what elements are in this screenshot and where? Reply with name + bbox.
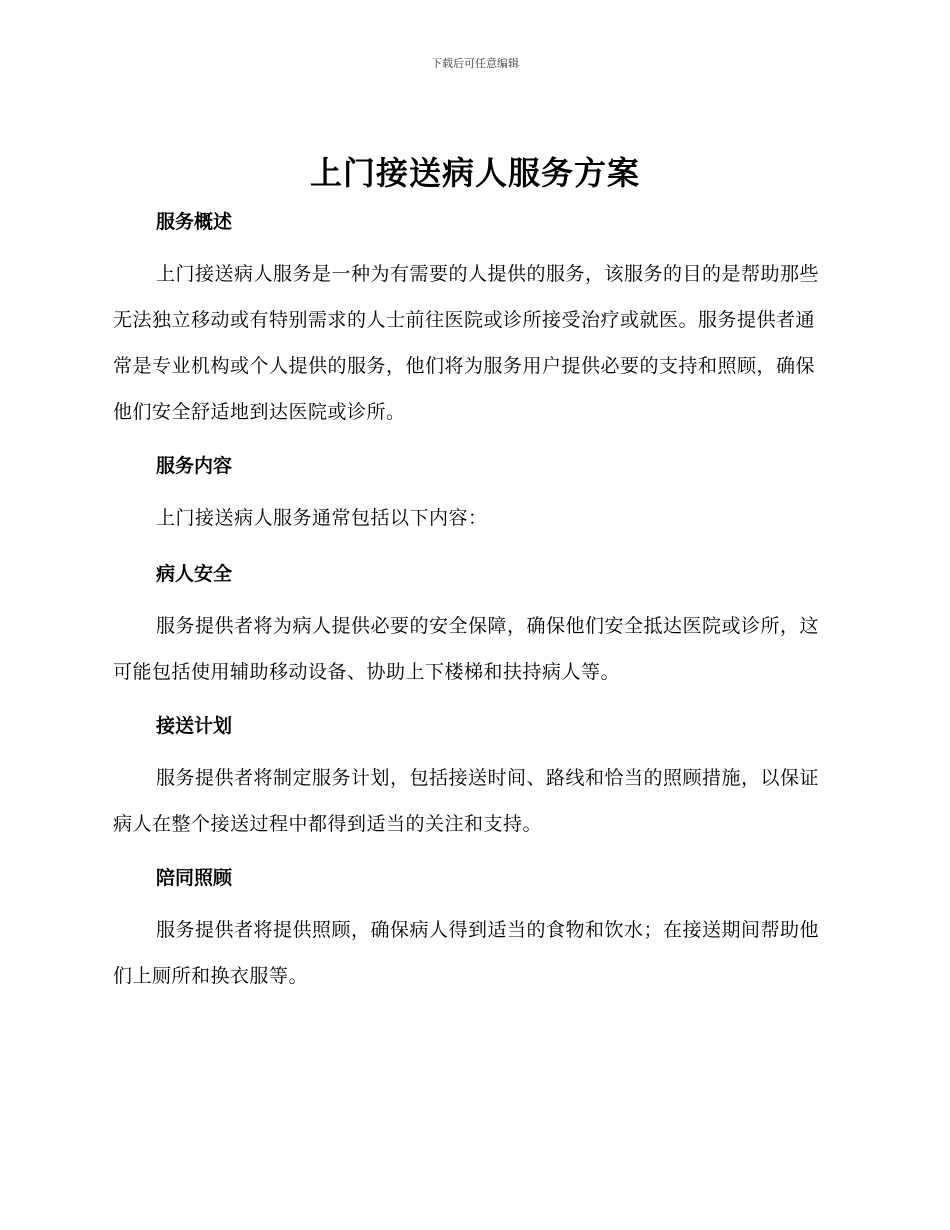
section-content [113,447,831,541]
section-heading: 服务内容 [156,455,233,477]
section-paragraph: 服务提供者将制定服务计划，包括接送时间、路线和恰当的照顾措施，以保证病人在整个接送过程中都得到适当的关注和支持。 [113,767,820,835]
section-heading: 接送计划 [156,715,233,737]
header-note: 下载后可任意编辑 [431,57,519,70]
section-paragraph: 服务提供者将为病人提供必要的安全保障，确保他们安全抵达医院或诊所，这可能包括使用辅助移动设备、协助上下楼梯和扶持病人等。 [113,615,820,683]
document-body [113,203,831,999]
section-heading: 服务概述 [156,211,233,233]
section-heading: 病人安全 [156,563,233,585]
section-paragraph: 上门接送病人服务是一种为有需要的人提供的服务，该服务的目的是帮助那些无法独立移动或有特别需求的人士前往医院或诊所接受治疗或就医。服务提供者通常是专业机构或个人提供的服务，他们将为服务用户提供必要的支持和照顾，确保他们安全舒适地到达医院或诊所。 [113,263,820,423]
document-title: 上门接送病人服务方案 [309,154,640,192]
section-accompany-care [113,859,831,999]
section-paragraph: 服务提供者将提供照顾，确保病人得到适当的食物和饮水；在接送期间帮助他们上厕所和换衣服等。 [113,919,820,987]
section-patient-safety [113,555,831,695]
section-overview [113,203,831,435]
section-transport-plan [113,707,831,847]
section-paragraph: 上门接送病人服务通常包括以下内容： [156,507,488,529]
section-heading: 陪同照顾 [156,867,233,889]
